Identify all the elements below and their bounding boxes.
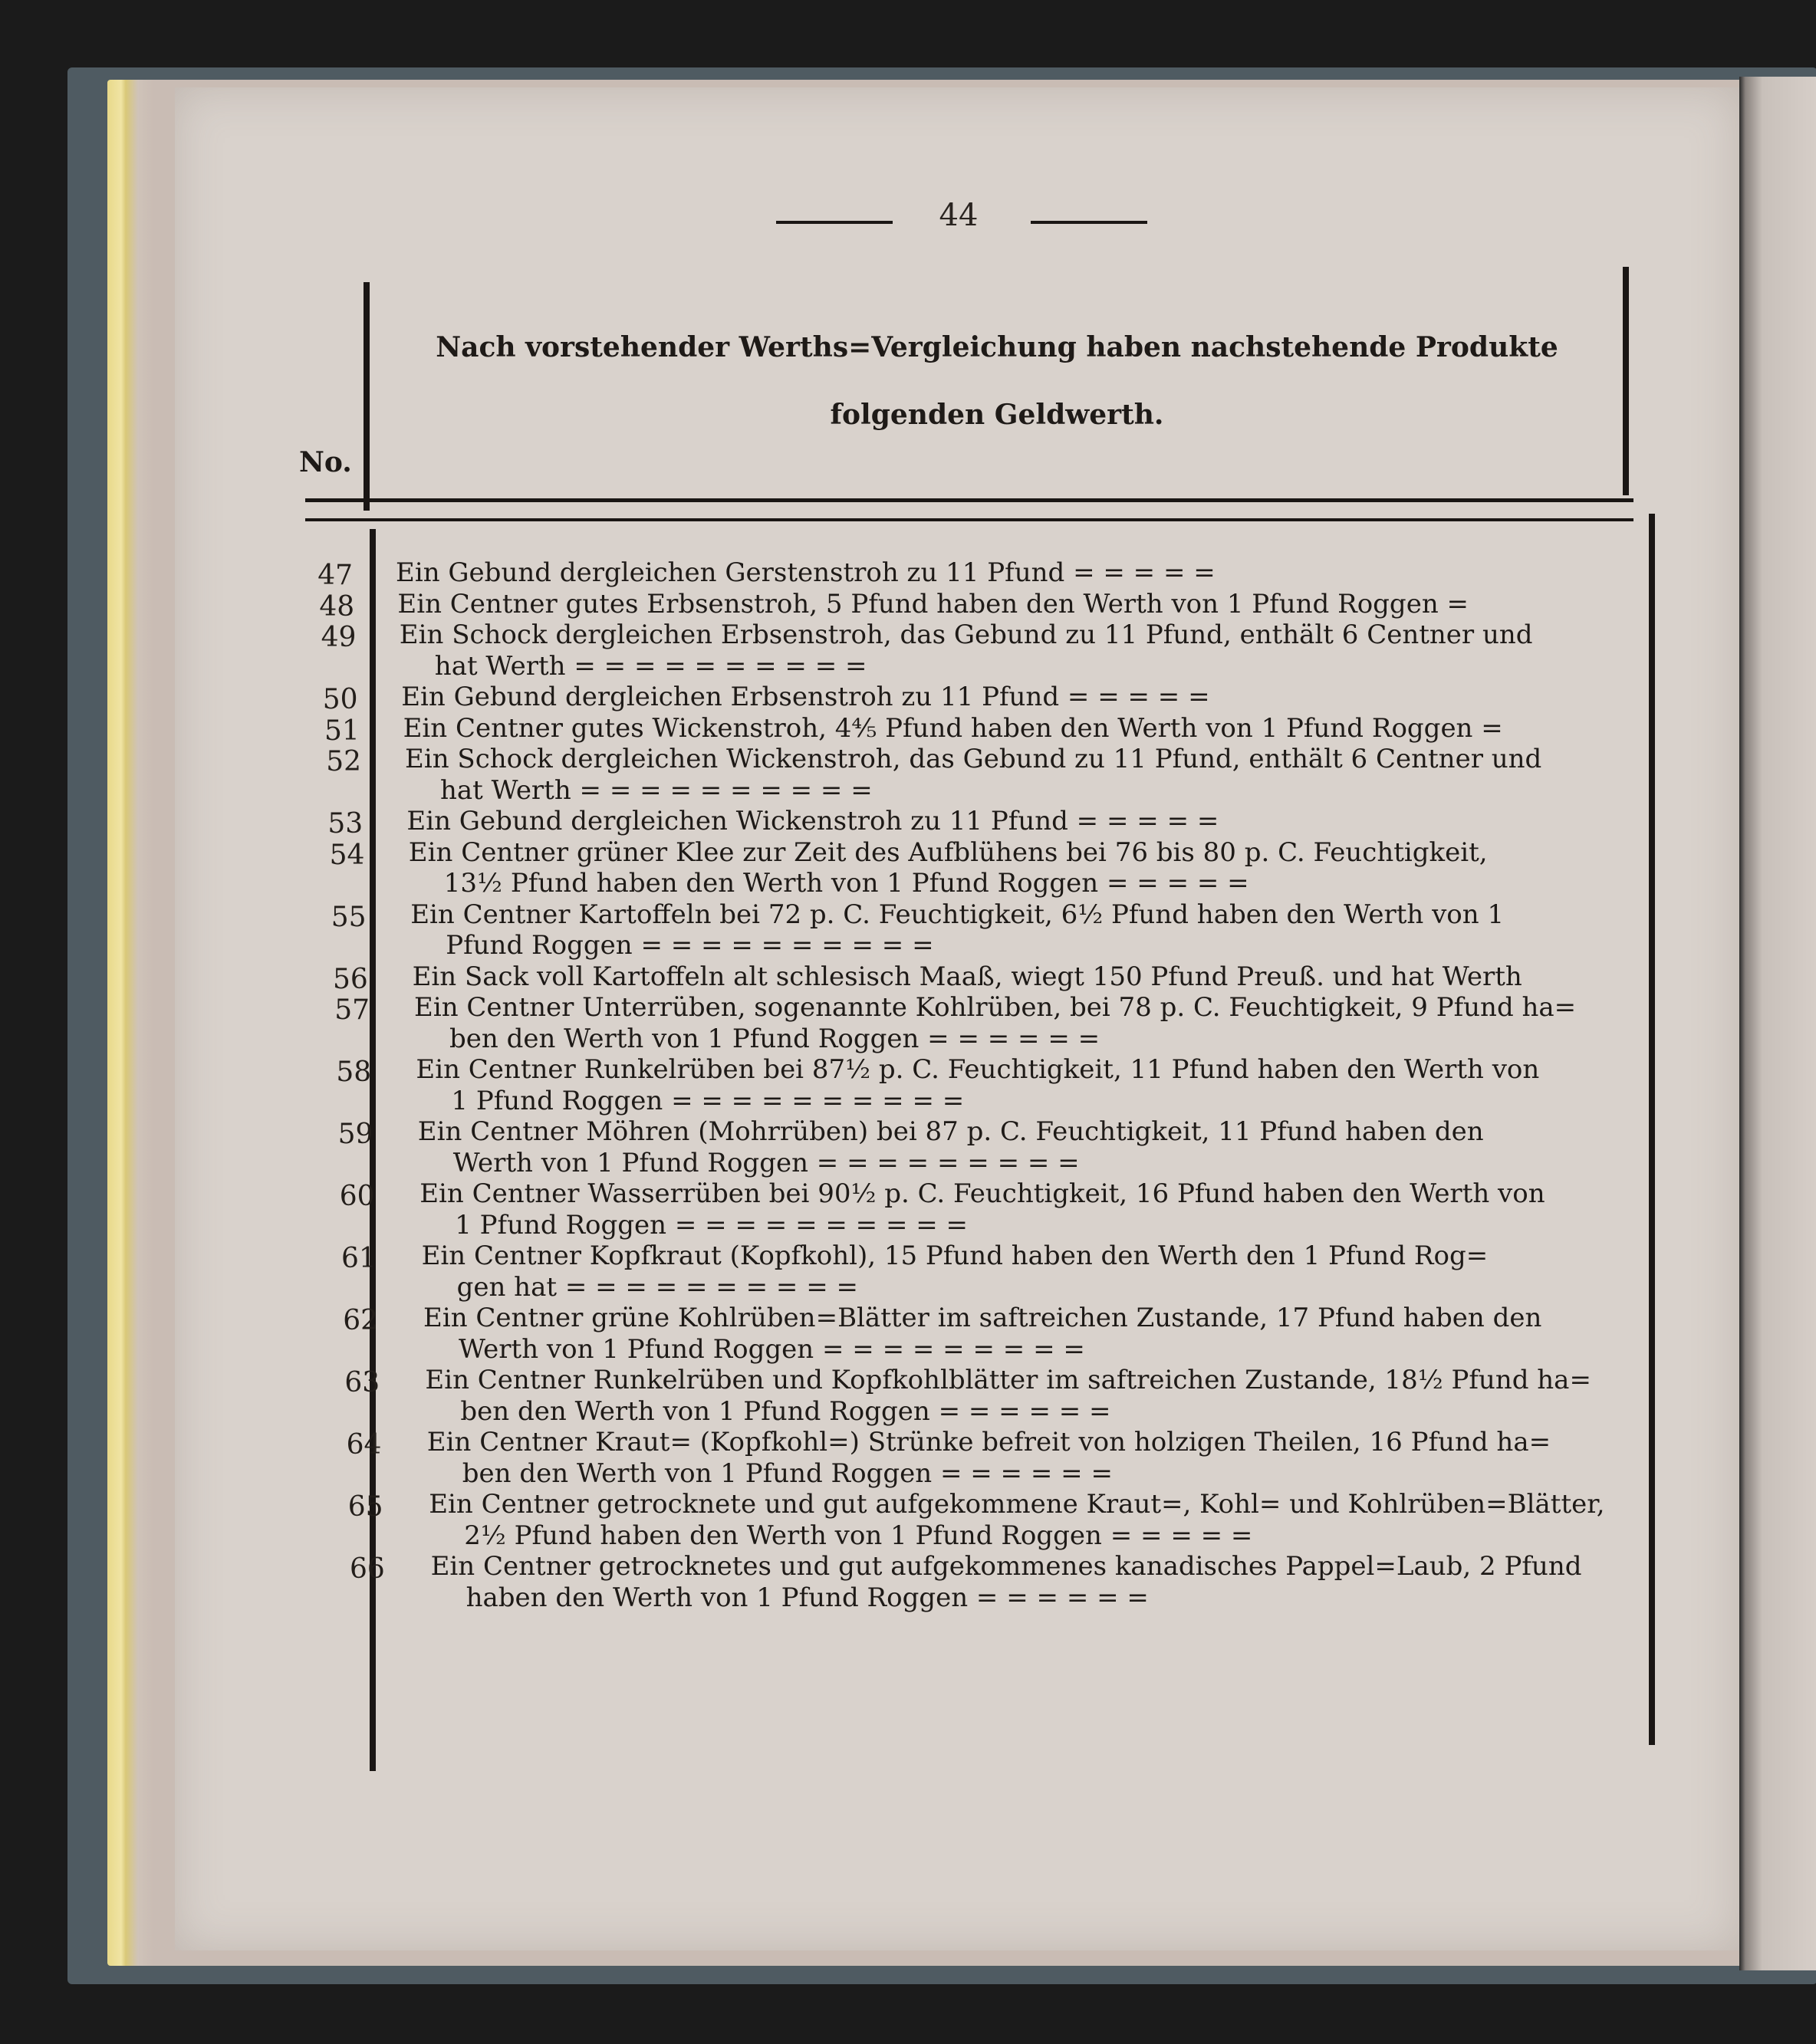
- row-text: Ein Schock dergleichen Erbsenstroh, das Gebund zu 11 Pfund, enthält 6 Centner und: [399, 619, 1533, 650]
- row-number: 64: [346, 1429, 382, 1461]
- row-number: 63: [344, 1367, 380, 1398]
- header-bottom-rule-1: [305, 498, 1633, 502]
- facing-page-edge: [1739, 77, 1816, 1970]
- row-number: 59: [337, 1119, 373, 1150]
- row-number: 48: [319, 590, 355, 623]
- row-text-continued: Pfund Roggen = = = = = = = = = =: [446, 930, 934, 961]
- row-text-continued: 13½ Pfund haben den Werth von 1 Pfund Roggen = = = = =: [443, 868, 1249, 899]
- header-line-2: folgenden Geldwerth.: [830, 399, 1164, 431]
- row-text-continued: ben den Werth von 1 Pfund Roggen = = = = = =: [449, 1023, 1100, 1054]
- row-text: Ein Centner Runkelrüben und Kopfkohlblätter im saftreichen Zustande, 18½ Pfund ha=: [425, 1365, 1591, 1395]
- row-text: Ein Centner Kopfkraut (Kopfkohl), 15 Pfund haben den Werth den 1 Pfund Rog=: [421, 1241, 1489, 1271]
- row-text-continued: gen hat = = = = = = = = = =: [456, 1271, 858, 1303]
- row-number: 66: [349, 1553, 385, 1585]
- row-number: 56: [332, 963, 368, 995]
- row-number: 60: [339, 1181, 375, 1212]
- row-text: Ein Sack voll Kartoffeln alt schlesisch Maaß, wiegt 150 Pfund Preuß. und hat Werth: [412, 961, 1522, 992]
- row-number: 65: [347, 1491, 383, 1523]
- row-text: Ein Centner grüne Kohlrüben=Blätter im saftreichen Zustande, 17 Pfund haben den: [423, 1303, 1542, 1333]
- row-number: 61: [340, 1243, 377, 1274]
- row-text: Ein Centner Kartoffeln bei 72 p. C. Feuchtigkeit, 6½ Pfund haben den Werth von 1: [410, 899, 1505, 930]
- row-text-continued: ben den Werth von 1 Pfund Roggen = = = = = =: [460, 1395, 1111, 1427]
- row-number: 49: [321, 622, 357, 653]
- body-rule-left: [370, 529, 376, 1771]
- header-rule-right: [1623, 267, 1629, 495]
- header-bottom-rule-2: [305, 518, 1633, 521]
- row-text-continued: Werth von 1 Pfund Roggen = = = = = = = = =: [452, 1147, 1080, 1178]
- row-text: Ein Centner gutes Wickenstroh, 4⅘ Pfund haben den Werth von 1 Pfund Roggen =: [403, 712, 1503, 744]
- row-text-continued: 1 Pfund Roggen = = = = = = = = = =: [451, 1085, 965, 1116]
- row-text: Ein Centner gutes Erbsenstroh, 5 Pfund haben den Werth von 1 Pfund Roggen =: [397, 588, 1469, 619]
- row-number: 52: [326, 746, 361, 777]
- row-text-continued: ben den Werth von 1 Pfund Roggen = = = = = =: [462, 1457, 1113, 1489]
- row-number: 54: [329, 839, 365, 871]
- row-text-continued: hat Werth = = = = = = = = = =: [440, 774, 873, 806]
- row-text: Ein Centner Möhren (Mohrrüben) bei 87 p. C. Feuchtigkeit, 11 Pfund haben den: [417, 1116, 1484, 1147]
- row-text-continued: 1 Pfund Roggen = = = = = = = = = =: [455, 1209, 969, 1241]
- row-text: Ein Centner grüner Klee zur Zeit des Aufblühens bei 76 bis 80 p. C. Feuchtigkeit,: [408, 836, 1488, 868]
- row-text: Ein Centner Wasserrüben bei 90½ p. C. Feuchtigkeit, 16 Pfund haben den Werth von: [419, 1178, 1545, 1209]
- row-number: 53: [327, 808, 364, 840]
- row-text-continued: hat Werth = = = = = = = = = =: [434, 650, 867, 682]
- row-text-continued: haben den Werth von 1 Pfund Roggen = = = = = =: [466, 1582, 1149, 1613]
- no-column-label: No.: [299, 446, 352, 478]
- row-text: Ein Centner Kraut= (Kopfkohl=) Strünke befreit von holzigen Theilen, 16 Pfund ha=: [426, 1427, 1551, 1457]
- row-text: Ein Centner Unterrüben, sogenannte Kohlrüben, bei 78 p. C. Feuchtigkeit, 9 Pfund ha=: [414, 992, 1577, 1023]
- row-number: 62: [343, 1305, 378, 1336]
- page-number-dash-left: [776, 221, 893, 224]
- header-line-1: Nach vorstehender Werths=Vergleichung haben nachstehende Produkte: [436, 331, 1558, 363]
- header-rule-left: [364, 282, 370, 511]
- row-text-continued: Werth von 1 Pfund Roggen = = = = = = = = =: [459, 1333, 1085, 1365]
- page-number-dash-right: [1031, 221, 1147, 224]
- row-text: Ein Gebund dergleichen Gerstenstroh zu 11 Pfund = = = = =: [396, 557, 1216, 588]
- row-text-continued: 2½ Pfund haben den Werth von 1 Pfund Roggen = = = = =: [464, 1520, 1253, 1551]
- row-text: Ein Gebund dergleichen Erbsenstroh zu 11 Pfund = = = = =: [401, 682, 1210, 712]
- row-number: 55: [331, 901, 367, 933]
- row-number: 57: [334, 994, 370, 1026]
- row-text: Ein Gebund dergleichen Wickenstroh zu 11 Pfund = = = = =: [406, 806, 1219, 836]
- row-text: Ein Centner getrocknete und gut aufgekommene Kraut=, Kohl= und Kohlrüben=Blätter,: [429, 1489, 1605, 1520]
- row-text: Ein Centner Runkelrüben bei 87½ p. C. Feuchtigkeit, 11 Pfund haben den Werth von: [416, 1054, 1540, 1085]
- row-number: 51: [324, 715, 360, 747]
- row-number: 58: [336, 1057, 372, 1088]
- row-text: Ein Schock dergleichen Wickenstroh, das Gebund zu 11 Pfund, enthält 6 Centner und: [405, 744, 1542, 774]
- row-text: Ein Centner getrocknetes und gut aufgekommenes kanadisches Pappel=Laub, 2 Pfund: [430, 1551, 1582, 1582]
- row-number: 47: [317, 560, 353, 591]
- page-number: 44: [939, 198, 979, 233]
- row-number: 50: [322, 684, 358, 715]
